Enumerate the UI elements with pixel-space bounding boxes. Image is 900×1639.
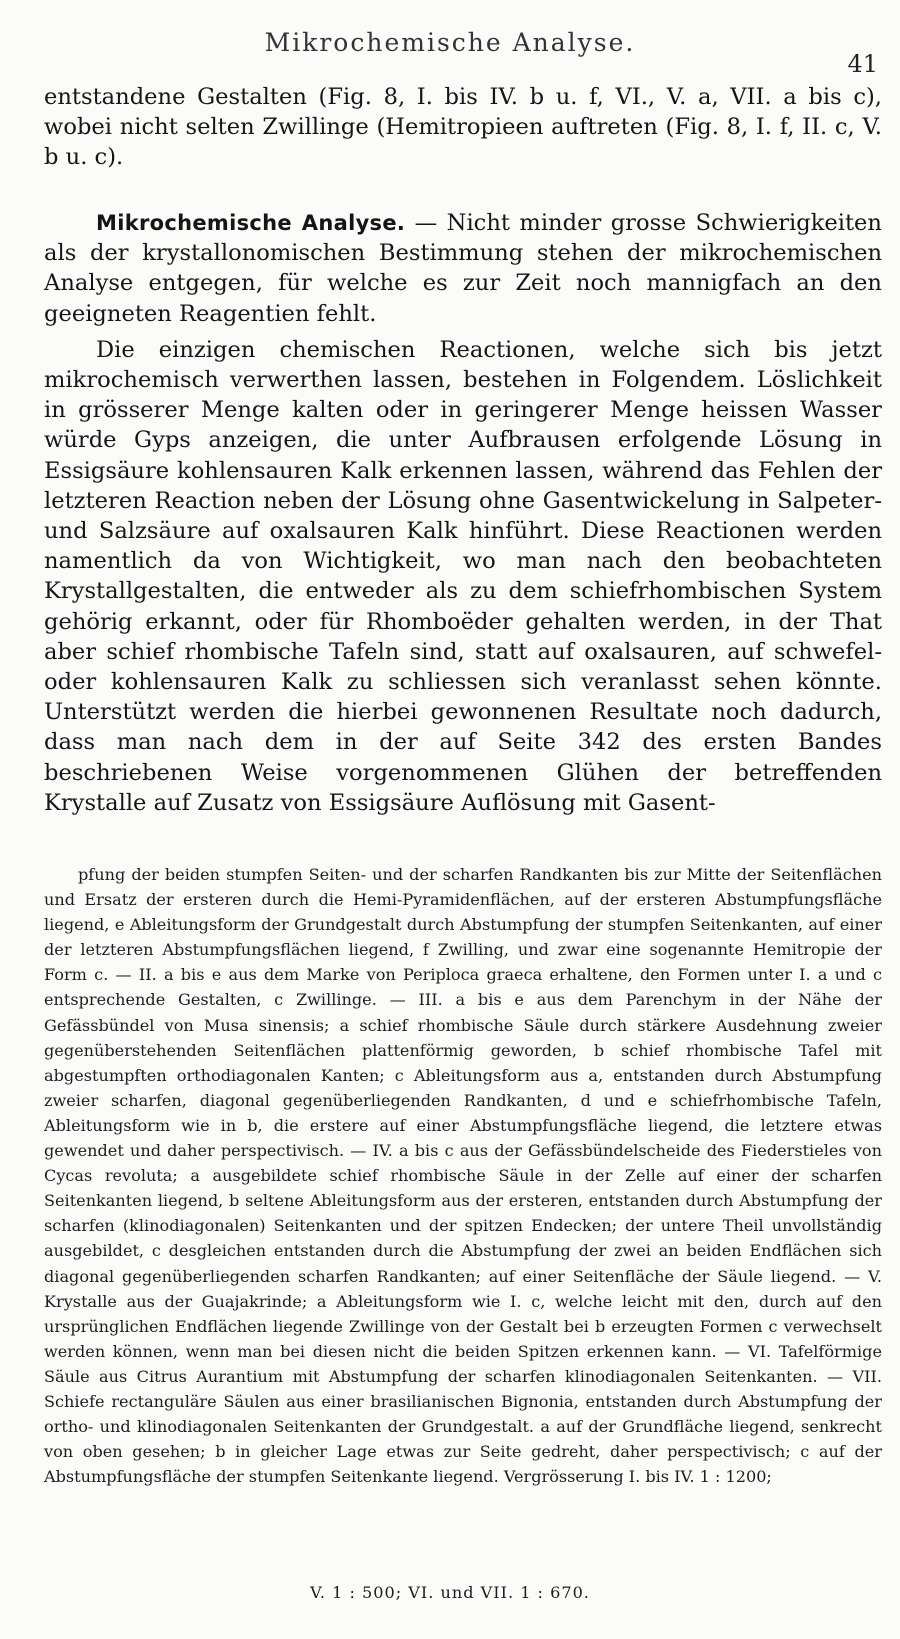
running-head: Mikrochemische Analyse. [264,28,636,57]
figure-caption-footnote [44,862,882,1489]
continued-paragraph [44,82,882,173]
continuation-text: entstandene Gestalten (Fig. 8, I. bis IV. b u. f, VI., V. a, VII. a bis c), wobei nicht selten Zwillinge (Hemitropieen auftreten (Fig. 8, I. f, II. c, V. b u. c). [44,84,882,171]
footnote-final-line: V. 1 : 500; VI. und VII. 1 : 670. [310,1583,590,1602]
page-number: 41 [847,50,878,78]
footnote-text: pfung der beiden stumpfen Seiten- und der scharfen Randkanten bis zur Mitte der Seitenflächen und Ersatz der ersteren durch die Hemi-Pyramidenflächen, auf der ersteren Abstumpfungsfläche liegend, e Ableitungsform der Grundgestalt durch Abstumpfung der stumpfen Seitenkanten, auf einer der letzteren Abstumpfungsflächen liegend, f Zwilling, und zwar eine sogenannte Hemitropie der Form c. — II. a bis e aus dem Marke von Periploca graeca erhaltene, den Formen unter I. a und c entsprechende Gestalten, c Zwillinge. — III. a bis e aus dem Parenchym in der Nähe der Gefässbündel von Musa sinensis; a schief rhombische Säule durch stärkere Ausdehnung zweier gegenüberstehenden Seitenflächen plattenförmig geworden, b schief rhombische Tafel mit abgestumpften orthodiagonalen Kanten; c Ableitungsform aus a, entstanden durch Abstumpfung zweier scharfen, diagonal gegenüberliegenden Randkanten, d und e schiefrhombische Tafeln, Ableitungsform wie in b, die erstere auf einer Abstumpfungsfläche liegend, die letztere etwas gewendet und daher perspectivisch. — IV. a bis c aus der Gefässbündelscheide des Fiederstieles von Cycas revoluta; a ausgebildete schief rhombische Säule in der Zelle auf einer der scharfen Seitenkanten liegend, b seltene Ableitungsform aus der ersteren, entstanden durch Abstumpfung der scharfen (klinodiagonalen) Seitenkanten und der spitzen Endecken; der untere Theil unvollständig ausgebildet, c desgleichen entstanden durch die Abstumpfung der zwei an beiden Endflächen sich diagonal gegenüberliegenden scharfen Randkanten; auf einer Seitenfläche der Säule liegend. — V. Krystalle aus der Guajakrinde; a Ableitungsform wie I. c, welche leicht mit den, durch auf den ursprünglichen Endflächen liegende Zwillinge von der Gestalt bei b erzeugten Formen c verwechselt werden können, wenn man bei diesen nicht die beiden Spitzen erkennen kann. — VI. Tafelförmige Säule aus Citrus Aurantium mit Abstumpfung der scharfen klinodiagonalen Seitenkanten. — VII. Schiefe rectanguläre Säulen aus einer brasilianischen Bignonia, entstanden durch Abstumpfung der ortho- und klinodiagonalen Seitenkanten der Grundgestalt. a auf der Grundfläche liegend, senkrecht von oben gesehen; b in gleicher Lage etwas zur Seite gedreht, daher perspectivisch; c auf der Abstumpfungsfläche der stumpfen Seitenkante liegend. Vergrösserung I. bis IV. 1 : 1200; [44,865,882,1487]
section-intro-paragraph [44,208,882,329]
body-paragraph: Die einzigen chemischen Reactionen, welche sich bis jetzt mikrochemisch verwerthen lassen, bestehen in Folgendem. Löslichkeit in grösserer Menge kalten oder in geringerer Menge heissen Wasser würde Gyps anzeigen, die unter Aufbrausen erfolgende Lösung in Essigsäure kohlensauren Kalk erkennen lassen, während das Fehlen der letzteren Reaction neben der Lösung ohne Gasentwickelung in Salpeter- und Salzsäure auf oxalsauren Kalk hinführt. Diese Reactionen werden namentlich da von Wichtigkeit, wo man nach den beobachteten Krystallgestalten, die entweder als zu dem schiefrhombischen System gehörig erkannt, oder für Rhomboëder gehalten werden, in der That aber schief rhombische Tafeln sind, statt auf oxalsauren, auf schwefel- oder kohlensauren Kalk zu schliessen sich veranlasst sehen könnte. Unterstützt werden die hierbei gewonnenen Resultate noch dadurch, dass man nach dem in der auf Seite 342 des ersten Bandes beschriebenen Weise vorgenommenen Glühen der betreffenden Krystalle auf Zusatz von Essigsäure Auflösung mit Gasent- [44,336,882,816]
section-heading: Mikrochemische Analyse. [96,211,406,235]
section-intro-text: — Nicht minder grosse Schwierigkeiten als der krystallonomischen Bestimmung stehen der mikrochemischen Analyse entgegen, für welche es zur Zeit noch mannigfach an den geeigneten Reagentien fehlt. [44,210,882,327]
section-mikrochemische-analyse [44,208,882,818]
